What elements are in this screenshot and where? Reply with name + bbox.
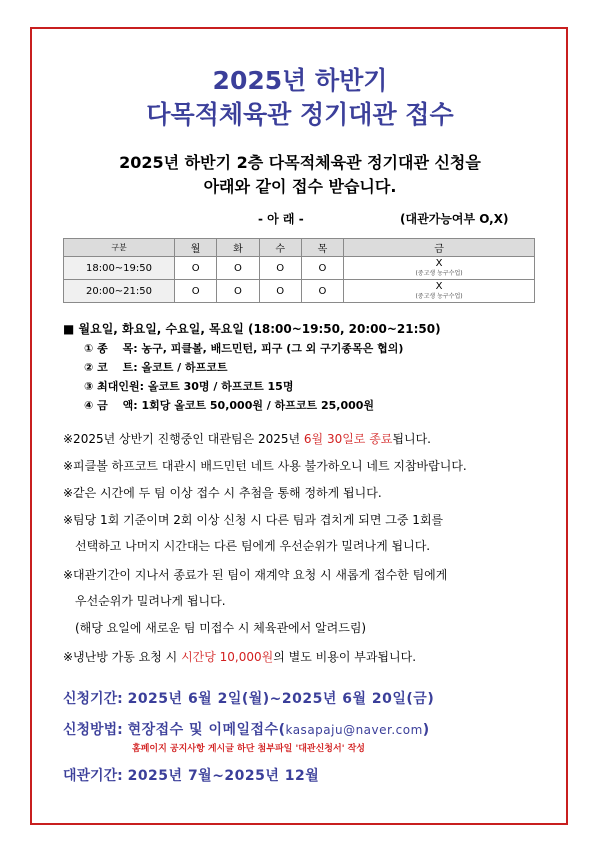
note-net: ※피클볼 하프코트 대관시 배드민턴 네트 사용 불가하오니 네트 지참바랍니다. — [63, 459, 467, 473]
apply-method-value: 현장접수 및 이메일접수( — [127, 722, 286, 738]
apply-method-close: ) — [422, 722, 430, 738]
table-header-row — [64, 239, 535, 257]
detail-court: ② 코 트: 올코트 / 하프코트 — [84, 361, 228, 374]
row-time: 20:00~21:50 — [64, 280, 175, 303]
below-label: - 아 래 - — [258, 212, 304, 226]
table-row — [64, 280, 535, 303]
note-highlight: 시간당 10,000원 — [181, 650, 274, 664]
rental-period-label: 대관기간: — [63, 768, 123, 784]
cell-fri-value: X — [435, 280, 443, 292]
availability-legend: (대관가능여부 O,X) — [400, 212, 509, 226]
cell-thu: O — [301, 280, 343, 303]
header-wed: 수 — [259, 239, 301, 257]
cell-fri — [344, 280, 535, 303]
note-renewal-a: ※대관기간이 지나서 종료가 된 팀이 재계약 요청 시 새롭게 접수한 팀에게 — [63, 568, 448, 582]
note-renewal-c: (해당 요일에 새로운 팀 미접수 시 체육관에서 알려드림) — [75, 621, 367, 635]
subtitle-line2: 아래와 같이 접수 받습니다. — [203, 177, 397, 196]
apply-period — [63, 688, 434, 708]
page-title-line2: 다목적체육관 정기대관 접수 — [146, 100, 454, 129]
note-text: 의 별도 비용이 부과됩니다. — [273, 650, 417, 664]
apply-method — [63, 719, 430, 739]
apply-period-value: 2025년 6월 2일(월)~2025년 6월 20일(금) — [127, 691, 435, 707]
cell-tue: O — [217, 280, 259, 303]
header-fri: 금 — [344, 239, 535, 257]
rental-period-value: 2025년 7월~2025년 12월 — [127, 768, 320, 784]
subtitle-line1: 2025년 하반기 2층 다목적체육관 정기대관 신청을 — [119, 153, 481, 172]
note-text: ※냉난방 가동 요청 시 — [63, 650, 182, 664]
header-category: 구분 — [64, 239, 175, 257]
detail-max-people: ③ 최대인원: 올코트 30명 / 하프코트 15명 — [84, 380, 294, 393]
note-end-date — [63, 430, 431, 447]
note-per-team-b: 선택하고 나머지 시간대는 다른 팀에게 우선순위가 밀려나게 됩니다. — [75, 539, 431, 553]
note-text: 됩니다. — [392, 432, 431, 446]
cell-fri — [344, 257, 535, 280]
detail-fee: ④ 금 액: 1회당 올코트 50,000원 / 하프코트 25,000원 — [84, 399, 375, 412]
rental-period — [63, 765, 319, 785]
note-text: ※2025년 상반기 진행중인 대관팀은 2025년 — [63, 432, 304, 446]
cell-wed: O — [259, 280, 301, 303]
header-thu: 목 — [301, 239, 343, 257]
cell-fri-note: (중고생 농구수업) — [415, 269, 463, 277]
cell-tue: O — [217, 257, 259, 280]
apply-method-label: 신청방법: — [63, 722, 123, 738]
apply-email-link[interactable]: kasapaju@naver.com — [285, 723, 423, 737]
note-lottery: ※같은 시간에 두 팀 이상 접수 시 추첨을 통해 정하게 됩니다. — [63, 486, 382, 500]
note-highlight: 6월 30일로 종료 — [303, 432, 393, 446]
cell-mon: O — [175, 280, 217, 303]
schedule-table — [63, 238, 535, 303]
note-renewal-b: 우선순위가 밀려나게 됩니다. — [75, 594, 226, 608]
row-time: 18:00~19:50 — [64, 257, 175, 280]
cell-fri-value: X — [435, 257, 443, 269]
cell-thu: O — [301, 257, 343, 280]
note-hvac — [63, 648, 416, 665]
page-title-line1: 2025년 하반기 — [212, 66, 388, 95]
detail-sport: ① 종 목: 농구, 피클볼, 배드민턴, 피구 (그 외 구기종목은 협의) — [84, 342, 404, 355]
table-row — [64, 257, 535, 280]
cell-mon: O — [175, 257, 217, 280]
header-tue: 화 — [217, 239, 259, 257]
note-per-team-a: ※팀당 1회 기준이며 2회 이상 신청 시 다른 팀과 겹치게 되면 그중 1회를 — [63, 513, 444, 527]
homepage-note: 홈페이지 공지사항 게시글 하단 첨부파일 '대관신청서' 작성 — [132, 744, 365, 754]
cell-fri-note: (중고생 농구수업) — [415, 292, 463, 300]
cell-wed: O — [259, 257, 301, 280]
section-heading: ■ 월요일, 화요일, 수요일, 목요일 (18:00~19:50, 20:00~21:50) — [63, 322, 441, 336]
apply-period-label: 신청기간: — [63, 691, 123, 707]
header-mon: 월 — [175, 239, 217, 257]
